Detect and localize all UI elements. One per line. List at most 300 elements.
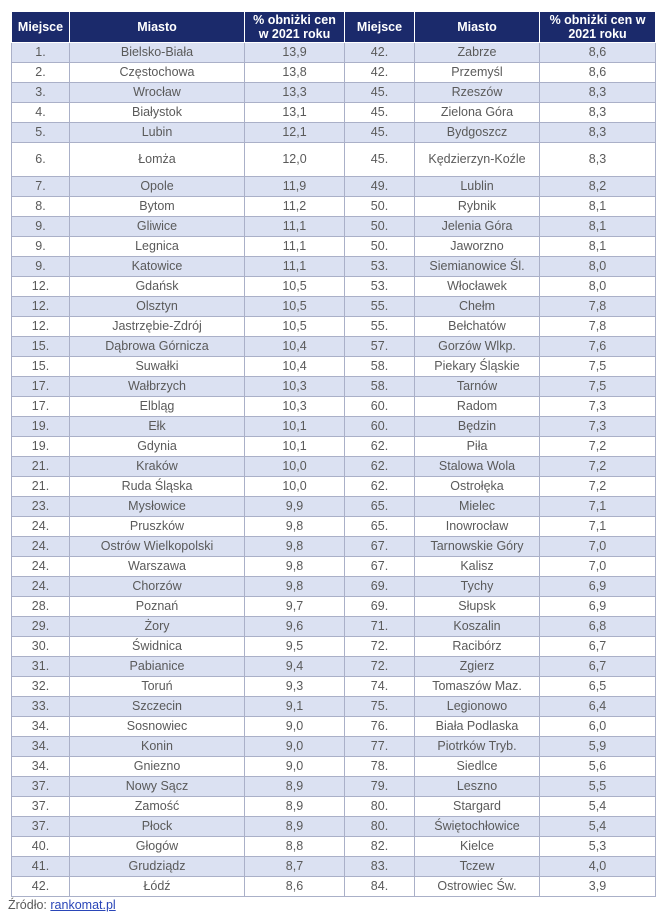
cell-pct-left: 8,7 [245, 857, 345, 877]
cell-city-left: Suwałki [70, 357, 245, 377]
source-label: Źródło: [8, 898, 47, 912]
cell-pct-left: 9,8 [245, 517, 345, 537]
table-row [12, 103, 656, 123]
cell-city-left: Konin [70, 737, 245, 757]
cell-pct-left: 10,1 [245, 437, 345, 457]
cell-pct-left: 9,0 [245, 757, 345, 777]
header-city-right: Miasto [415, 12, 540, 43]
cell-pct-right: 8,3 [540, 123, 656, 143]
cell-rank-right: 65. [345, 517, 415, 537]
cell-rank-left: 3. [12, 83, 70, 103]
cell-city-right: Lublin [415, 177, 540, 197]
table-row [12, 357, 656, 377]
cell-pct-left: 8,9 [245, 797, 345, 817]
cell-rank-left: 40. [12, 837, 70, 857]
cell-pct-left: 11,1 [245, 257, 345, 277]
cell-pct-right: 5,6 [540, 757, 656, 777]
cell-pct-right: 5,9 [540, 737, 656, 757]
cell-rank-right: 67. [345, 557, 415, 577]
cell-rank-left: 23. [12, 497, 70, 517]
cell-city-right: Siedlce [415, 757, 540, 777]
cell-pct-right: 6,5 [540, 677, 656, 697]
cell-rank-right: 83. [345, 857, 415, 877]
cell-pct-left: 11,1 [245, 237, 345, 257]
table-row [12, 797, 656, 817]
cell-city-left: Nowy Sącz [70, 777, 245, 797]
cell-rank-left: 33. [12, 697, 70, 717]
table-row [12, 557, 656, 577]
cell-rank-right: 77. [345, 737, 415, 757]
cell-pct-left: 9,4 [245, 657, 345, 677]
table-row [12, 777, 656, 797]
cell-rank-left: 12. [12, 297, 70, 317]
cell-city-left: Lubin [70, 123, 245, 143]
source-note [8, 898, 116, 912]
cell-pct-left: 9,1 [245, 697, 345, 717]
cell-pct-left: 8,8 [245, 837, 345, 857]
cell-rank-left: 19. [12, 417, 70, 437]
cell-rank-left: 19. [12, 437, 70, 457]
cell-rank-right: 57. [345, 337, 415, 357]
cell-city-right: Kalisz [415, 557, 540, 577]
cell-city-right: Zgierz [415, 657, 540, 677]
cell-city-left: Ełk [70, 417, 245, 437]
cell-rank-left: 29. [12, 617, 70, 637]
source-link[interactable]: rankomat.pl [50, 898, 116, 912]
cell-rank-left: 5. [12, 123, 70, 143]
cell-rank-right: 84. [345, 877, 415, 897]
cell-rank-left: 9. [12, 237, 70, 257]
cell-city-right: Ostrowiec Św. [415, 877, 540, 897]
cell-city-left: Pruszków [70, 517, 245, 537]
cell-city-left: Warszawa [70, 557, 245, 577]
cell-city-right: Słupsk [415, 597, 540, 617]
cell-rank-left: 2. [12, 63, 70, 83]
table-row [12, 217, 656, 237]
cell-rank-left: 28. [12, 597, 70, 617]
table-row [12, 577, 656, 597]
cell-pct-left: 9,5 [245, 637, 345, 657]
table-row [12, 277, 656, 297]
cell-city-left: Wrocław [70, 83, 245, 103]
cell-city-left: Gdynia [70, 437, 245, 457]
cell-rank-right: 58. [345, 377, 415, 397]
cell-city-right: Leszno [415, 777, 540, 797]
cell-city-left: Gliwice [70, 217, 245, 237]
cell-pct-right: 7,1 [540, 517, 656, 537]
table-row [12, 717, 656, 737]
cell-pct-right: 7,1 [540, 497, 656, 517]
cell-pct-left: 13,1 [245, 103, 345, 123]
header-city-left: Miasto [70, 12, 245, 43]
cell-rank-right: 58. [345, 357, 415, 377]
cell-rank-right: 75. [345, 697, 415, 717]
cell-pct-left: 9,6 [245, 617, 345, 637]
cell-rank-left: 6. [12, 143, 70, 177]
table-row [12, 677, 656, 697]
cell-pct-left: 10,5 [245, 277, 345, 297]
cell-rank-right: 55. [345, 297, 415, 317]
cell-pct-left: 11,9 [245, 177, 345, 197]
cell-city-left: Jastrzębie-Zdrój [70, 317, 245, 337]
cell-rank-right: 50. [345, 217, 415, 237]
cell-pct-left: 8,9 [245, 817, 345, 837]
cell-city-right: Tczew [415, 857, 540, 877]
cell-city-left: Płock [70, 817, 245, 837]
cell-rank-right: 80. [345, 817, 415, 837]
cell-rank-left: 37. [12, 797, 70, 817]
cell-pct-left: 13,8 [245, 63, 345, 83]
header-rank-right: Miejsce [345, 12, 415, 43]
cell-pct-left: 10,0 [245, 457, 345, 477]
cell-rank-right: 50. [345, 237, 415, 257]
cell-city-right: Legionowo [415, 697, 540, 717]
cell-city-right: Piekary Śląskie [415, 357, 540, 377]
table-row [12, 537, 656, 557]
cell-rank-left: 24. [12, 577, 70, 597]
cell-city-left: Pabianice [70, 657, 245, 677]
cell-city-left: Chorzów [70, 577, 245, 597]
cell-rank-right: 72. [345, 657, 415, 677]
cell-city-left: Świdnica [70, 637, 245, 657]
cell-pct-left: 13,9 [245, 43, 345, 63]
cell-pct-right: 8,0 [540, 277, 656, 297]
cell-pct-right: 8,6 [540, 43, 656, 63]
cell-pct-left: 9,0 [245, 717, 345, 737]
cell-city-left: Ostrów Wielkopolski [70, 537, 245, 557]
header-pct-right: % obniżki cen w 2021 roku [540, 12, 656, 43]
table-row [12, 63, 656, 83]
cell-rank-left: 9. [12, 217, 70, 237]
cell-city-left: Elbląg [70, 397, 245, 417]
table-row [12, 497, 656, 517]
table-row [12, 237, 656, 257]
cell-pct-left: 10,4 [245, 357, 345, 377]
table-row [12, 177, 656, 197]
cell-rank-right: 45. [345, 123, 415, 143]
cell-pct-right: 8,6 [540, 63, 656, 83]
cell-city-right: Świętochłowice [415, 817, 540, 837]
cell-pct-right: 5,5 [540, 777, 656, 797]
cell-pct-right: 7,8 [540, 297, 656, 317]
cell-city-right: Kielce [415, 837, 540, 857]
table-row [12, 83, 656, 103]
cell-rank-right: 72. [345, 637, 415, 657]
cell-rank-right: 80. [345, 797, 415, 817]
cell-rank-left: 1. [12, 43, 70, 63]
cell-pct-left: 9,8 [245, 577, 345, 597]
cell-rank-left: 12. [12, 277, 70, 297]
cell-rank-right: 60. [345, 397, 415, 417]
cell-city-right: Siemianowice Śl. [415, 257, 540, 277]
cell-pct-left: 8,6 [245, 877, 345, 897]
cell-city-left: Kraków [70, 457, 245, 477]
cell-rank-right: 60. [345, 417, 415, 437]
cell-rank-left: 17. [12, 397, 70, 417]
cell-pct-right: 8,1 [540, 197, 656, 217]
cell-city-left: Toruń [70, 677, 245, 697]
cell-city-right: Jaworzno [415, 237, 540, 257]
cell-rank-left: 15. [12, 337, 70, 357]
table-row [12, 857, 656, 877]
cell-rank-left: 4. [12, 103, 70, 123]
table-row [12, 197, 656, 217]
table-row [12, 817, 656, 837]
header-row [12, 12, 656, 43]
cell-pct-right: 8,1 [540, 217, 656, 237]
cell-city-left: Mysłowice [70, 497, 245, 517]
cell-rank-left: 34. [12, 717, 70, 737]
cell-city-right: Rybnik [415, 197, 540, 217]
table-row [12, 597, 656, 617]
table-row [12, 737, 656, 757]
cell-pct-left: 10,5 [245, 297, 345, 317]
table-row [12, 377, 656, 397]
cell-rank-right: 71. [345, 617, 415, 637]
cell-rank-left: 37. [12, 817, 70, 837]
cell-city-right: Bełchatów [415, 317, 540, 337]
cell-city-right: Racibórz [415, 637, 540, 657]
cell-pct-right: 7,6 [540, 337, 656, 357]
table-row [12, 757, 656, 777]
header-rank-left: Miejsce [12, 12, 70, 43]
cell-city-left: Wałbrzych [70, 377, 245, 397]
table-row [12, 697, 656, 717]
cell-city-right: Przemyśl [415, 63, 540, 83]
cell-city-left: Sosnowiec [70, 717, 245, 737]
header-pct-left: % obniżki cen w 2021 roku [245, 12, 345, 43]
cell-city-left: Dąbrowa Górnicza [70, 337, 245, 357]
cell-city-right: Koszalin [415, 617, 540, 637]
cell-city-left: Olsztyn [70, 297, 245, 317]
cell-pct-right: 6,9 [540, 597, 656, 617]
cell-pct-right: 6,4 [540, 697, 656, 717]
cell-city-left: Częstochowa [70, 63, 245, 83]
cell-pct-left: 9,9 [245, 497, 345, 517]
cell-rank-right: 50. [345, 197, 415, 217]
cell-rank-right: 78. [345, 757, 415, 777]
cell-city-right: Tarnowskie Góry [415, 537, 540, 557]
cell-rank-left: 24. [12, 517, 70, 537]
cell-city-left: Gdańsk [70, 277, 245, 297]
cell-rank-left: 7. [12, 177, 70, 197]
cell-rank-left: 30. [12, 637, 70, 657]
cell-city-right: Inowrocław [415, 517, 540, 537]
cell-rank-left: 24. [12, 557, 70, 577]
cell-city-right: Piotrków Tryb. [415, 737, 540, 757]
cell-rank-right: 67. [345, 537, 415, 557]
cell-pct-right: 8,3 [540, 83, 656, 103]
table-row [12, 417, 656, 437]
cell-rank-left: 12. [12, 317, 70, 337]
table-row [12, 837, 656, 857]
cell-rank-left: 21. [12, 477, 70, 497]
cell-city-right: Biała Podlaska [415, 717, 540, 737]
cell-rank-left: 24. [12, 537, 70, 557]
cell-pct-right: 5,3 [540, 837, 656, 857]
cell-pct-left: 11,2 [245, 197, 345, 217]
cell-rank-right: 53. [345, 257, 415, 277]
table-row [12, 437, 656, 457]
cell-pct-right: 8,3 [540, 103, 656, 123]
cell-city-left: Katowice [70, 257, 245, 277]
cell-city-right: Rzeszów [415, 83, 540, 103]
cell-pct-left: 9,0 [245, 737, 345, 757]
cell-pct-right: 7,2 [540, 457, 656, 477]
table-row [12, 517, 656, 537]
cell-city-left: Białystok [70, 103, 245, 123]
cell-rank-right: 55. [345, 317, 415, 337]
cell-pct-right: 8,3 [540, 143, 656, 177]
cell-rank-left: 21. [12, 457, 70, 477]
cell-rank-left: 34. [12, 757, 70, 777]
cell-city-left: Głogów [70, 837, 245, 857]
cell-pct-left: 10,4 [245, 337, 345, 357]
table-row [12, 43, 656, 63]
table-row [12, 877, 656, 897]
cell-city-left: Legnica [70, 237, 245, 257]
cell-pct-right: 7,5 [540, 377, 656, 397]
cell-city-left: Ruda Śląska [70, 477, 245, 497]
cell-city-right: Mielec [415, 497, 540, 517]
cell-rank-right: 53. [345, 277, 415, 297]
cell-pct-left: 12,1 [245, 123, 345, 143]
cell-pct-right: 6,7 [540, 637, 656, 657]
cell-city-right: Bydgoszcz [415, 123, 540, 143]
cell-city-left: Szczecin [70, 697, 245, 717]
cell-rank-left: 8. [12, 197, 70, 217]
cell-rank-right: 49. [345, 177, 415, 197]
cell-city-left: Żory [70, 617, 245, 637]
cell-rank-right: 69. [345, 577, 415, 597]
cell-city-left: Gniezno [70, 757, 245, 777]
cell-city-right: Zabrze [415, 43, 540, 63]
cell-pct-left: 9,3 [245, 677, 345, 697]
cell-rank-right: 76. [345, 717, 415, 737]
cell-city-right: Zielona Góra [415, 103, 540, 123]
cell-pct-right: 5,4 [540, 817, 656, 837]
table-row [12, 143, 656, 177]
cell-rank-left: 42. [12, 877, 70, 897]
cell-pct-right: 7,2 [540, 477, 656, 497]
cell-city-left: Zamość [70, 797, 245, 817]
cell-rank-right: 82. [345, 837, 415, 857]
table-row [12, 477, 656, 497]
cell-pct-left: 9,7 [245, 597, 345, 617]
cell-pct-left: 9,8 [245, 557, 345, 577]
cell-rank-left: 15. [12, 357, 70, 377]
cell-city-right: Ostrołęka [415, 477, 540, 497]
cell-rank-right: 62. [345, 477, 415, 497]
cell-rank-left: 34. [12, 737, 70, 757]
cell-rank-right: 42. [345, 63, 415, 83]
cell-pct-right: 6,7 [540, 657, 656, 677]
cell-rank-left: 32. [12, 677, 70, 697]
cell-pct-left: 13,3 [245, 83, 345, 103]
cell-rank-right: 65. [345, 497, 415, 517]
cell-city-right: Tomaszów Maz. [415, 677, 540, 697]
cell-pct-right: 8,1 [540, 237, 656, 257]
cell-pct-left: 8,9 [245, 777, 345, 797]
cell-pct-left: 10,3 [245, 377, 345, 397]
cell-city-left: Poznań [70, 597, 245, 617]
cell-pct-right: 7,5 [540, 357, 656, 377]
cell-city-left: Łódź [70, 877, 245, 897]
cell-city-left: Łomża [70, 143, 245, 177]
cell-city-right: Stargard [415, 797, 540, 817]
cell-pct-right: 7,2 [540, 437, 656, 457]
cell-pct-right: 8,0 [540, 257, 656, 277]
cell-pct-left: 9,8 [245, 537, 345, 557]
cell-pct-right: 7,0 [540, 557, 656, 577]
cell-pct-right: 8,2 [540, 177, 656, 197]
cell-pct-right: 6,0 [540, 717, 656, 737]
cell-city-right: Gorzów Wlkp. [415, 337, 540, 357]
cell-city-right: Chełm [415, 297, 540, 317]
table-body [12, 43, 656, 897]
table-row [12, 297, 656, 317]
cell-pct-right: 4,0 [540, 857, 656, 877]
cell-city-left: Bytom [70, 197, 245, 217]
cell-rank-left: 31. [12, 657, 70, 677]
table-row [12, 637, 656, 657]
cell-rank-right: 62. [345, 457, 415, 477]
cell-pct-right: 6,9 [540, 577, 656, 597]
table-row [12, 257, 656, 277]
cell-pct-right: 7,0 [540, 537, 656, 557]
cell-pct-right: 3,9 [540, 877, 656, 897]
cell-rank-right: 62. [345, 437, 415, 457]
table-row [12, 397, 656, 417]
cell-pct-right: 5,4 [540, 797, 656, 817]
table-row [12, 457, 656, 477]
cell-pct-right: 7,3 [540, 417, 656, 437]
cell-city-left: Grudziądz [70, 857, 245, 877]
cell-city-left: Bielsko-Biała [70, 43, 245, 63]
cell-city-right: Stalowa Wola [415, 457, 540, 477]
cell-rank-right: 45. [345, 83, 415, 103]
cell-city-right: Tarnów [415, 377, 540, 397]
cell-rank-left: 37. [12, 777, 70, 797]
cell-city-right: Tychy [415, 577, 540, 597]
cell-rank-left: 41. [12, 857, 70, 877]
cell-rank-right: 79. [345, 777, 415, 797]
cell-city-right: Radom [415, 397, 540, 417]
table-row [12, 617, 656, 637]
cell-rank-right: 45. [345, 143, 415, 177]
cell-rank-left: 17. [12, 377, 70, 397]
cell-city-right: Jelenia Góra [415, 217, 540, 237]
cell-pct-right: 6,8 [540, 617, 656, 637]
cell-city-left: Opole [70, 177, 245, 197]
ranking-table [11, 11, 656, 897]
cell-city-right: Włocławek [415, 277, 540, 297]
cell-pct-left: 10,1 [245, 417, 345, 437]
cell-pct-left: 10,0 [245, 477, 345, 497]
cell-pct-left: 12,0 [245, 143, 345, 177]
cell-rank-right: 69. [345, 597, 415, 617]
cell-city-right: Będzin [415, 417, 540, 437]
cell-rank-right: 74. [345, 677, 415, 697]
table-row [12, 317, 656, 337]
cell-city-right: Kędzierzyn-Koźle [415, 143, 540, 177]
table-row [12, 337, 656, 357]
cell-pct-left: 10,5 [245, 317, 345, 337]
cell-rank-right: 45. [345, 103, 415, 123]
cell-rank-left: 9. [12, 257, 70, 277]
cell-pct-left: 11,1 [245, 217, 345, 237]
cell-pct-right: 7,8 [540, 317, 656, 337]
